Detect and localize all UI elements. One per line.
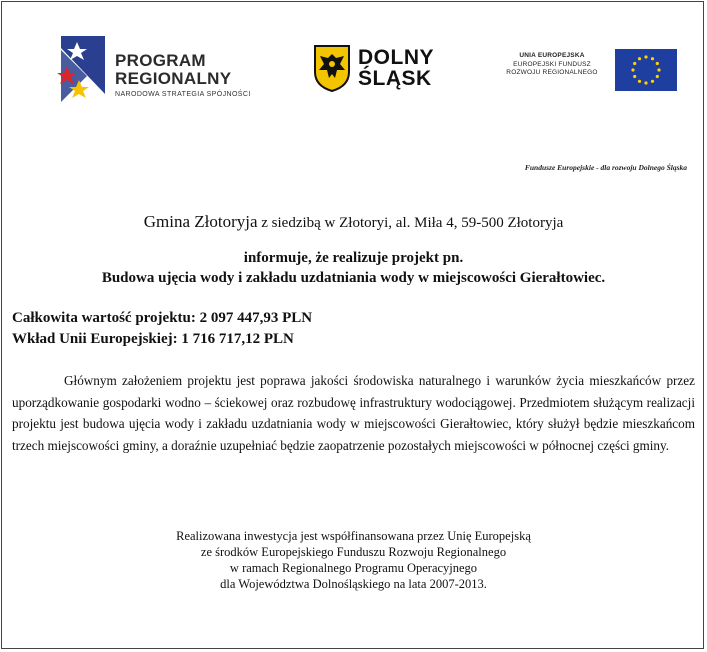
program-regionalny-line1: PROGRAM (115, 51, 206, 70)
footer-line2: ze środków Europejskiego Funduszu Rozwoju Regionalnego (200, 545, 507, 559)
footer-line1: Realizowana inwestycja jest współfinansowana przez Unię Europejską (176, 529, 531, 543)
gmina-heading (0, 212, 707, 232)
eagle-shield-icon (313, 44, 351, 92)
unia-line1: UNIA EUROPEJSKA (519, 52, 585, 59)
program-regionalny-line2: REGIONALNY (115, 69, 232, 88)
eu-flag-icon (615, 49, 677, 91)
program-regionalny-line3: NARODOWA STRATEGIA SPÓJNOŚCI (115, 91, 251, 98)
program-regionalny-logo (57, 36, 272, 106)
slogan: Fundusze Europejskie - dla rozwoju Dolnego Śląska (524, 163, 687, 172)
eu-contribution: Wkład Unii Europejskiej: 1 716 717,12 PLN (12, 331, 294, 347)
project-values (12, 308, 312, 350)
project-title: Budowa ujęcia wody i zakładu uzdatniania wody w miejscowości Gierałtowiec. (101, 270, 606, 286)
footer-line3: w ramach Regionalnego Programu Operacyjnego (229, 561, 478, 575)
gmina-address: z siedzibą w Złotoryi, al. Miła 4, 59-500 Złotoryja (257, 215, 564, 231)
inform-block (0, 248, 707, 288)
program-regionalny-mark-icon (57, 36, 109, 102)
unia-line3: ROZWOJU REGIONALNEGO (506, 69, 598, 76)
unia-line2: EUROPEJSKI FUNDUSZ (513, 60, 591, 68)
dolny-slask-line1: DOLNY (358, 46, 434, 69)
gmina-name: Gmina Złotoryja (143, 212, 258, 231)
project-description: Głównym założeniem projektu jest poprawa jakości środowiska naturalnego i warunków życia mieszkańców przez uporządkowanie gospodarki wodno – ściekowej oraz rozbudowę infrastruktury wodociągowej. Przedmiotem służącym realizacji projektu jest budowa ujęcia wody i zakładu uzdatniania wody w miejscowości Gierałtowiec, który służył będzie mieszkańcom trzech miejscowości gminy, a doraźnie uzupełniać będzie zaopatrzenie pozostałych miejscowości w północnej części gminy. (12, 373, 695, 453)
unia-europejska-logo (493, 49, 678, 91)
total-value: Całkowita wartość projektu: 2 097 447,93 PLN (12, 310, 313, 326)
footer-note (0, 528, 707, 592)
dolny-slask-logo (313, 44, 453, 96)
inform-line1: informuje, że realizuje projekt pn. (243, 250, 464, 266)
dolny-slask-line2: ŚLĄSK (358, 67, 432, 90)
footer-line4: dla Województwa Dolnośląskiego na lata 2007-2013. (220, 577, 487, 591)
